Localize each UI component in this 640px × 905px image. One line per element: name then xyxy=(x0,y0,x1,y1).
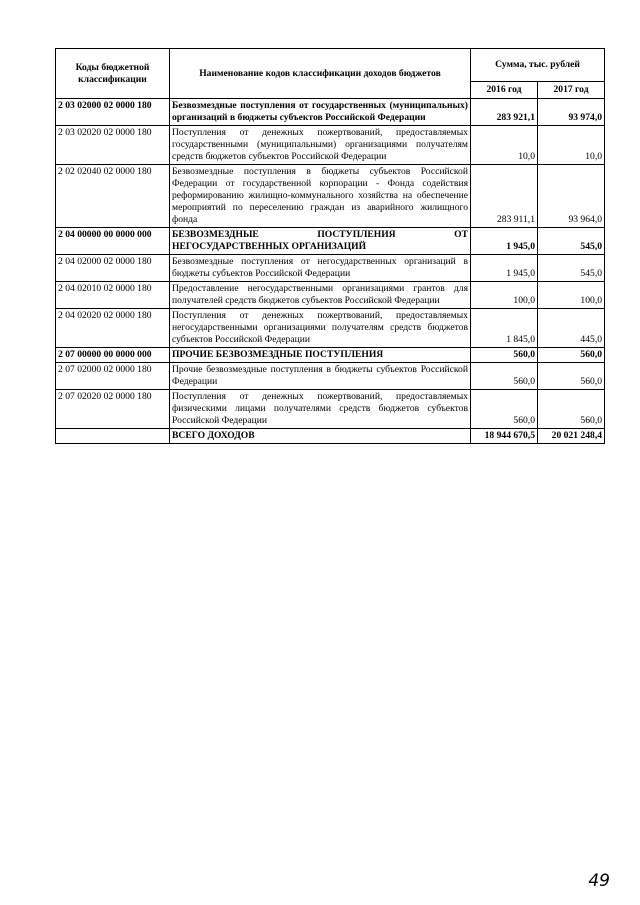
row-value-2017: 10,0 xyxy=(538,126,605,165)
table-row xyxy=(56,348,605,363)
row-name: Поступления от денежных пожертвований, предоставляемых физическими лицами получателями средств бюджетов субъектов Российской Федерации xyxy=(170,390,471,429)
header-codes: Коды бюджетной классификации xyxy=(56,49,170,99)
budget-revenue-table xyxy=(55,48,605,444)
table-row xyxy=(56,126,605,165)
row-code: 2 04 02020 02 0000 180 xyxy=(56,309,170,348)
header-names: Наименование кодов классификации доходов бюджетов xyxy=(170,49,471,99)
row-value-2017: 560,0 xyxy=(538,363,605,390)
row-value-2016: 283 911,1 xyxy=(471,165,538,228)
row-code: 2 07 00000 00 0000 000 xyxy=(56,348,170,363)
total-row xyxy=(56,429,605,444)
row-code: 2 03 02000 02 0000 180 xyxy=(56,99,170,126)
row-name: Безвозмездные поступления от государственных (муниципальных) организаций в бюджеты субъектов Российской Федерации xyxy=(170,99,471,126)
table-row xyxy=(56,309,605,348)
row-value-2017: 560,0 xyxy=(538,348,605,363)
row-name: Поступления от денежных пожертвований, предоставляемых негосударственными организациями получателям средств бюджетов субъектов Российской Федерации xyxy=(170,309,471,348)
row-value-2017: 545,0 xyxy=(538,255,605,282)
total-code-cell xyxy=(56,429,170,444)
row-value-2017: 445,0 xyxy=(538,309,605,348)
row-value-2017: 93 974,0 xyxy=(538,99,605,126)
table-row xyxy=(56,165,605,228)
table-row xyxy=(56,99,605,126)
row-value-2017: 560,0 xyxy=(538,390,605,429)
row-name: Безвозмездные поступления от негосударственных организаций в бюджеты субъектов Российской Федерации xyxy=(170,255,471,282)
row-code: 2 07 02020 02 0000 180 xyxy=(56,390,170,429)
row-name: Поступления от денежных пожертвований, предоставляемых государственными (муниципальными) организациями получателям средств бюджетов субъектов Российской Федерации xyxy=(170,126,471,165)
total-label: ВСЕГО ДОХОДОВ xyxy=(170,429,471,444)
row-value-2016: 10,0 xyxy=(471,126,538,165)
row-value-2017: 545,0 xyxy=(538,228,605,255)
row-code: 2 03 02020 02 0000 180 xyxy=(56,126,170,165)
total-2017: 20 021 248,4 xyxy=(538,429,605,444)
row-value-2016: 283 921,1 xyxy=(471,99,538,126)
row-value-2016: 560,0 xyxy=(471,348,538,363)
table-row xyxy=(56,282,605,309)
row-code: 2 07 02000 02 0000 180 xyxy=(56,363,170,390)
table-row xyxy=(56,363,605,390)
row-value-2016: 560,0 xyxy=(471,363,538,390)
row-value-2017: 93 964,0 xyxy=(538,165,605,228)
row-code: 2 04 02010 02 0000 180 xyxy=(56,282,170,309)
header-year-2017: 2017 год xyxy=(538,82,605,99)
row-code: 2 04 00000 00 0000 000 xyxy=(56,228,170,255)
header-sum: Сумма, тыс. рублей xyxy=(471,49,605,82)
page-number: 49 xyxy=(588,871,610,891)
table-body xyxy=(56,99,605,429)
row-value-2016: 1 945,0 xyxy=(471,255,538,282)
row-value-2017: 100,0 xyxy=(538,282,605,309)
row-value-2016: 1 945,0 xyxy=(471,228,538,255)
row-code: 2 02 02040 02 0000 180 xyxy=(56,165,170,228)
total-2016: 18 944 670,5 xyxy=(471,429,538,444)
row-name: БЕЗВОЗМЕЗДНЫЕ ПОСТУПЛЕНИЯ ОТ НЕГОСУДАРСТВЕННЫХ ОРГАНИЗАЦИЙ xyxy=(170,228,471,255)
row-value-2016: 560,0 xyxy=(471,390,538,429)
row-name: Предоставление негосударственными организациями грантов для получателей средств бюджетов субъектов Российской Федерации xyxy=(170,282,471,309)
table-row xyxy=(56,390,605,429)
row-name: Прочие безвозмездные поступления в бюджеты субъектов Российской Федерации xyxy=(170,363,471,390)
header-year-2016: 2016 год xyxy=(471,82,538,99)
table-row xyxy=(56,255,605,282)
row-value-2016: 100,0 xyxy=(471,282,538,309)
table-row xyxy=(56,228,605,255)
row-name: ПРОЧИЕ БЕЗВОЗМЕЗДНЫЕ ПОСТУПЛЕНИЯ xyxy=(170,348,471,363)
row-code: 2 04 02000 02 0000 180 xyxy=(56,255,170,282)
row-name: Безвозмездные поступления в бюджеты субъектов Российской Федерации от государственной корпорации - Фонда содействия реформированию жилищно-коммунального хозяйства на обеспечение мероприятий по переселению граждан из аварийного жилищного фонда xyxy=(170,165,471,228)
row-value-2016: 1 845,0 xyxy=(471,309,538,348)
